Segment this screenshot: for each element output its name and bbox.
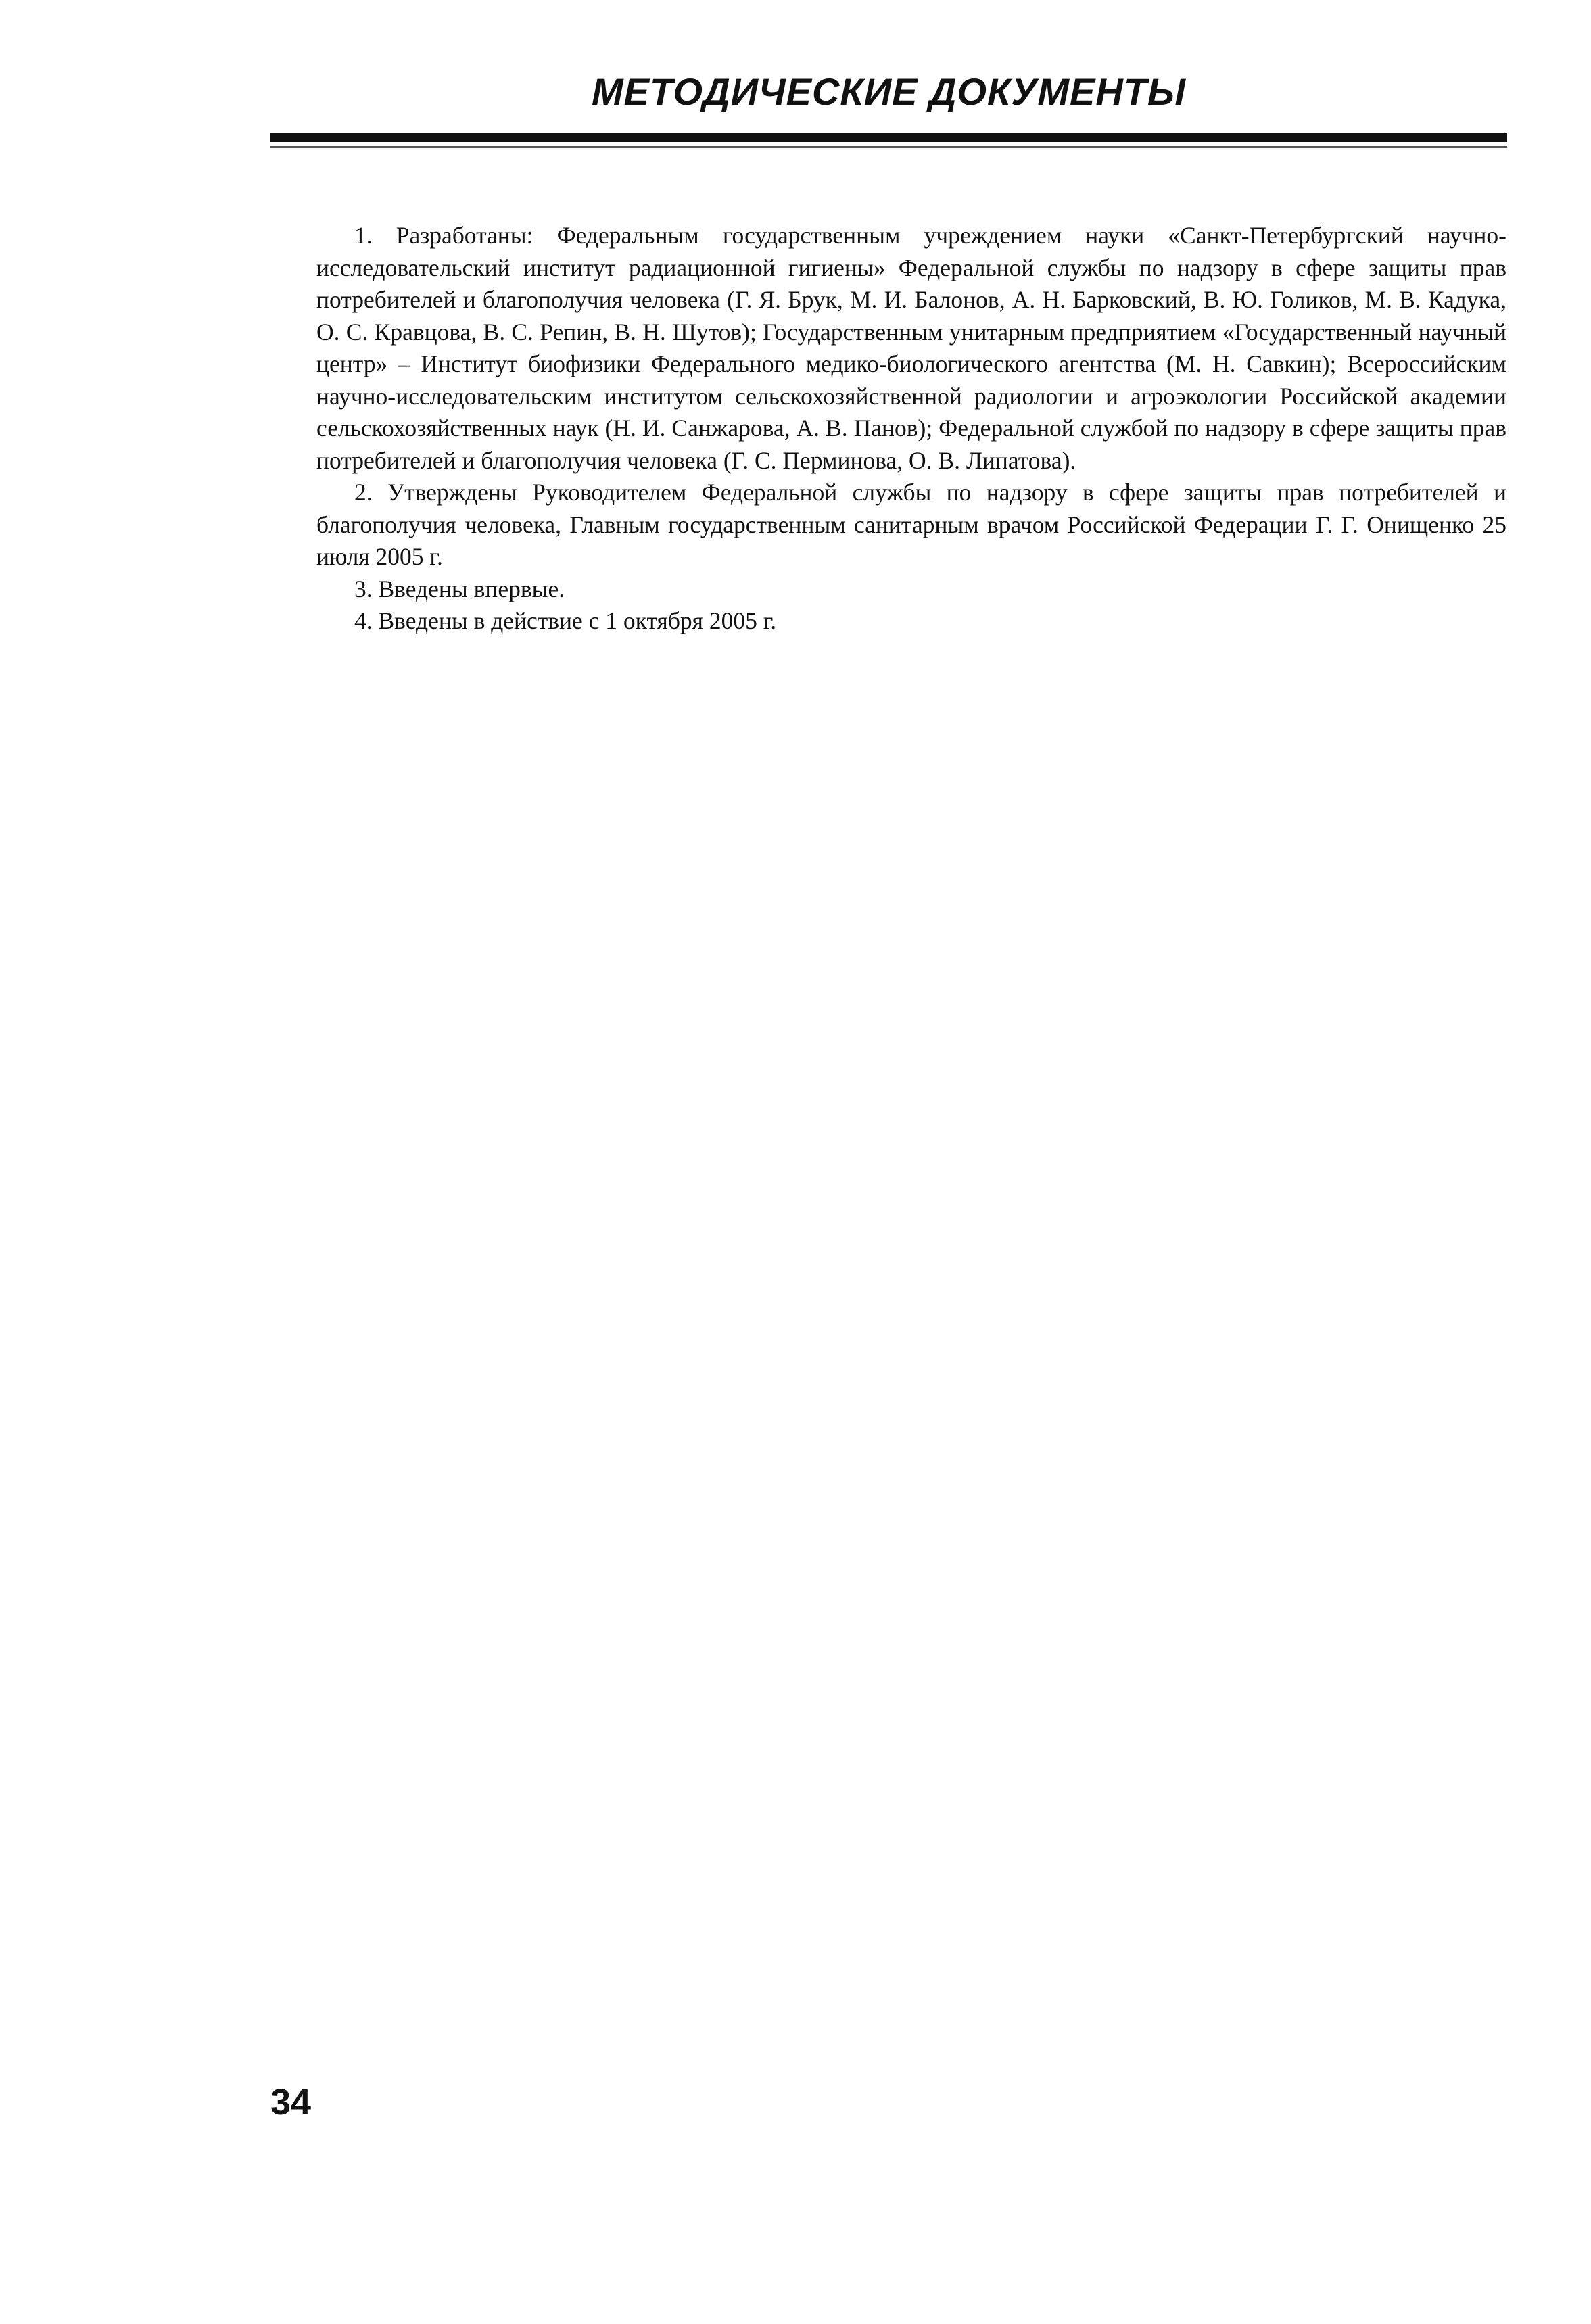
running-header-title: МЕТОДИЧЕСКИЕ ДОКУМЕНТЫ — [591, 70, 1187, 113]
paragraph-developed-by: 1. Разработаны: Федеральным государственным учреждением науки «Санкт-Петербургский научно-исследовательский институт радиационной гигиены» Федеральной службы по надзору в сфере защиты прав потребителей и благополучия человека (Г. Я. Брук, М. И. Балонов, А. Н. Барковский, В. Ю. Голиков, М. В. Кадука, О. С. Кравцова, В. С. Репин, В. Н. Шутов); Государственным унитарным предприятием «Государственный научный центр» – Институт биофизики Федерального медико-биологического агентства (М. Н. Савкин); Всероссийским научно-исследовательским институтом сельскохозяйственной радиологии и агроэкологии Российской академии сельскохозяйственных наук (Н. И. Санжарова, А. В. Панов); Федеральной службой по надзору в сфере защиты прав потребителей и благополучия человека (Г. С. Перминова, О. В. Липатова). — [316, 222, 1506, 474]
header-rule — [270, 133, 1507, 142]
paragraph-effective-date: 4. Введены в действие с 1 октября 2005 г. — [354, 607, 777, 634]
header-rule-thin — [270, 146, 1507, 148]
paragraph-introduced-first: 3. Введены впервые. — [354, 575, 565, 602]
paragraph-approved-by: 2. Утверждены Руководителем Федеральной службы по надзору в сфере защиты прав потребителей и благополучия человека, Главным государственным санитарным врачом Российской Федерации Г. Г. Онищенко 25 июля 2005 г. — [316, 479, 1506, 570]
document-body — [316, 220, 1506, 638]
page-number: 34 — [270, 2082, 312, 2123]
